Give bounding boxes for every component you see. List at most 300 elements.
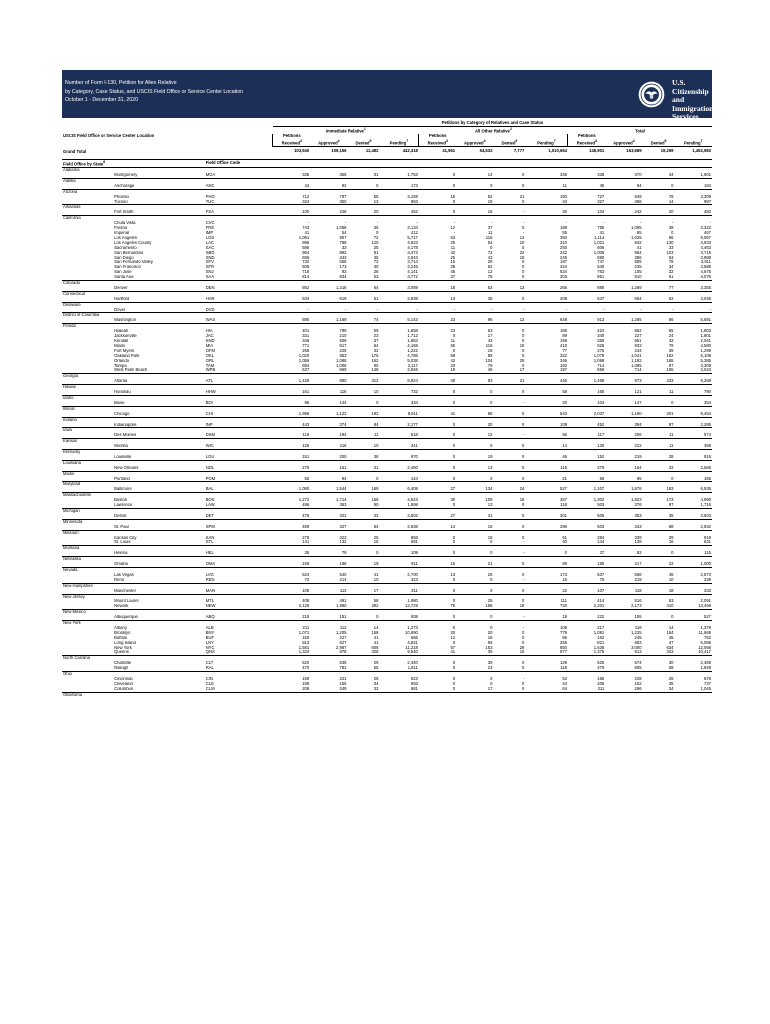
office-value: 0 [522,339,525,344]
office-value: 3,309 [700,194,711,199]
office-value: 346 [559,358,567,363]
office-code: BNY [205,630,215,635]
office-code: RAL [205,666,214,671]
office-value: 878 [339,650,347,655]
office-name: Sacramento [114,245,137,250]
office-value: 26 [487,572,493,577]
office-value: 534 [302,296,310,301]
blank-header [62,118,273,126]
office-code: HAR [205,296,215,301]
office-value: 3,888 [700,255,711,260]
office-value: 222 [634,444,642,449]
office-value: 144 [597,540,605,545]
office-value: 799 [339,329,347,334]
office-value: 525 [597,661,605,666]
office-value: 29 [668,535,674,540]
office-name: Hartford [114,296,130,301]
column-header-label: Denied [501,140,516,146]
office-value: 208 [302,686,310,691]
office-value: 491 [339,599,347,604]
office-value: 0 [490,245,493,250]
office-value: 10 [373,444,379,449]
office-value: 20 [373,210,379,215]
office-value: 324 [302,199,310,204]
office-value: 0 [522,599,525,604]
office-value: 534 [559,270,567,275]
table-body [62,147,712,698]
field-office-header [62,159,205,167]
group-sup: 1 [363,126,366,131]
office-value: 16 [487,210,493,215]
office-value: 19 [373,562,379,567]
office-value: 128 [302,444,310,449]
office-code: LOU [205,454,215,459]
office-value: 363 [339,503,347,508]
group-sup: 2 [509,126,512,131]
office-value: 312 [371,379,379,384]
office-value: 343 [634,524,642,529]
office-value: 386 [634,255,642,260]
office-value: 117 [597,433,605,438]
office-value: 57 [450,645,456,650]
office-value: 0 [452,615,456,620]
office-value: 12 [519,318,525,323]
office-name: Honolulu [114,390,131,395]
office-value: 130 [666,240,674,245]
office-value: 343 [339,255,347,260]
state-name: Arkansas [62,205,712,210]
office-value: - [522,433,525,438]
office-code: MTL [205,599,215,604]
dhs-seal-icon [638,81,665,108]
office-name: Omaha [114,562,128,567]
empty-cell [605,159,642,167]
office-value: 1,056 [298,358,310,363]
office-value: 37 [450,275,456,280]
office-value: 0 [490,625,493,630]
office-value: 503 [597,503,605,508]
grand-total-value: 41,961 [442,147,456,153]
office-value: 23 [373,334,379,339]
office-value: 0 [490,588,493,593]
state-name: Massachusetts [62,493,712,498]
office-value: 97 [668,363,674,368]
office-name: Raleigh [114,666,129,671]
office-value: 862 [302,285,310,290]
office-value: 76 [487,275,493,280]
office-value: 496 [302,503,310,508]
office-value: 192 [559,363,567,368]
office-value: 849 [634,194,642,199]
office-value: 201 [666,411,674,416]
office-value: 41 [450,411,456,416]
office-value: 31 [487,513,493,518]
office-value: 12,729 [405,604,418,609]
office-value: 343 [666,650,674,655]
office-value: 65 [636,230,642,235]
office-value: 0 [564,551,567,556]
office-value: 4,168 [407,343,418,348]
office-code: SPM [205,524,215,529]
office-value: 22 [519,250,525,255]
office-name: Lawrence [114,503,133,508]
grand-total-value: 19,259 [660,147,674,153]
office-value: 0 [452,625,456,630]
office-value: 42 [450,250,456,255]
office-value: 327 [339,524,347,529]
office-value: - [672,307,674,312]
grand-total-value: 103,940 [294,147,310,153]
office-value: 18 [668,588,674,593]
office-value: 0 [671,476,674,481]
office-value: 1,192 [631,358,642,363]
office-value: 22 [668,562,674,567]
office-value: 245 [559,255,567,260]
office-value: 173 [559,572,567,577]
office-value: 19 [562,615,567,620]
office-value: 39 [487,661,493,666]
office-value: 520 [302,661,310,666]
office-value: 1,025 [631,235,642,240]
office-value: 222 [597,615,605,620]
office-code: OMA [205,562,216,567]
office-value: 108 [559,422,567,427]
office-name: Chula Vista [114,221,136,226]
office-value: 43 [487,255,493,260]
office-name: Boise [114,400,125,405]
office-value: 173 [410,183,418,188]
column-header-label: Received [576,140,596,146]
office-value: - [565,221,567,226]
office-value: 3,245 [407,265,418,270]
office-value: 118 [634,588,642,593]
office-value: 779 [559,630,567,635]
office-code: FRE [205,226,215,231]
office-value: 22 [562,588,567,593]
office-value: 56 [373,599,379,604]
office-code: SFR [205,265,215,270]
office-value: 3,911 [700,260,711,265]
office-name: Reno [114,577,125,582]
office-code: OKL [205,353,215,358]
office-value: 53 [668,255,674,260]
office-code: SFV [205,260,214,265]
office-code: TUC [205,199,215,204]
office-value: 148 [371,368,379,373]
office-value: 0 [522,476,525,481]
office-value: 93 [341,270,347,275]
office-code: ATL [205,379,214,384]
office-value: - [416,221,418,226]
office-value: 1,071 [298,630,310,635]
office-name: Helena [114,551,128,556]
office-value: 813 [302,640,310,645]
office-value: 43 [487,339,493,344]
office-name: Mount Laurel [114,599,139,604]
office-value: 0 [522,630,525,635]
office-value: 627 [339,640,347,645]
office-value: 694 [302,363,310,368]
grand-total-value: 442,318 [402,147,418,153]
state-name: Montana [62,546,712,551]
office-value: 341 [410,444,418,449]
column-header-label: Denied [650,140,665,146]
office-name: New Orleans [114,465,139,470]
office-name: Santa Ana [114,275,134,280]
office-value: 197 [559,368,567,373]
office-value: 11 [450,245,456,250]
office-value: 164 [666,630,674,635]
office-value: 1,901 [700,173,711,178]
office-name: West Palm Beach [114,368,148,373]
office-value: 130 [597,444,605,449]
office-value: 606 [371,645,379,650]
office-value: 26 [373,677,379,682]
office-value: 1,269 [631,285,642,290]
office-name: Anchorage [114,183,135,188]
column-header [675,139,713,147]
grand-total-value: 145,901 [589,147,605,153]
column-header-top: Petitions [568,134,605,139]
office-value: 42 [450,358,456,363]
office-value: 144 [339,400,347,405]
office-value: 0 [452,465,456,470]
office-value: 104 [597,210,605,215]
office-value: 266 [634,686,642,691]
office-value: 0 [671,400,674,405]
office-value: 1,468 [593,379,605,384]
office-value: 0 [452,588,456,593]
office-value: 478 [302,513,310,518]
office-name: Indianapolis [114,422,137,427]
office-value: 162 [371,358,379,363]
office-value: 516 [634,599,642,604]
office-value: 2,987 [336,645,347,650]
office-value: 158 [559,339,567,344]
office-value: 2,846 [407,368,418,373]
office-name: Atlanta [114,379,128,384]
column-header-sup: 4 [632,139,635,144]
office-value: 44 [562,681,567,686]
office-value: 39 [668,226,674,231]
office-value: 86 [668,235,674,240]
office-value: 165 [597,390,605,395]
column-header-label: Pending [537,140,554,146]
office-value: 1,299 [700,348,711,353]
office-value: 651 [634,339,642,344]
state-name: Alabama [62,168,712,173]
office-value: 13 [487,503,493,508]
office-value: 0 [522,275,525,280]
office-value: - [522,230,525,235]
office-value: 45 [668,635,674,640]
office-value: 284 [597,535,605,540]
office-value: 20 [668,210,674,215]
office-value: 56 [562,433,567,438]
office-value: 1,272 [298,498,310,503]
office-value: 3,089 [407,285,418,290]
office-value: 193 [666,487,674,492]
office-value: 206 [597,681,605,686]
office-value: 73 [373,260,379,265]
office-value: 62 [487,265,493,270]
state-name: Alaska [62,178,712,183]
office-value: 445 [559,379,567,384]
office-value: 9,454 [700,411,711,416]
report-title-line: by Category, Case Status, and USCIS Field Office or Service Center Location [65,88,243,95]
office-value: 61 [562,535,567,540]
office-value: 34 [668,686,674,691]
office-value: 392 [371,604,379,609]
office-value: - [565,307,567,312]
office-value: 32 [668,270,674,275]
office-value: 18 [450,285,456,290]
office-value: 2,285 [700,422,711,427]
office-value: 732 [410,390,418,395]
office-value: 1,716 [700,503,711,508]
office-value: 414 [597,599,605,604]
office-value: 0 [452,476,456,481]
office-value: 424 [597,329,605,334]
empty-cell [348,159,380,167]
office-code: DET [205,513,215,518]
office-value: 608 [339,339,347,344]
office-value: 26 [373,270,379,275]
office-code: LVG [205,572,214,577]
office-value: 2,636 [407,524,418,529]
office-value: 16 [487,535,493,540]
office-value: 0 [452,210,456,215]
office-value: 211 [597,686,605,691]
office-value: 323 [410,577,418,582]
office-value: 21 [519,379,525,384]
office-value: 0 [522,588,525,593]
office-value: 1,302 [593,498,605,503]
grand-total-value: 163,689 [626,147,642,153]
office-value: 118 [560,503,567,508]
office-value: 0 [376,183,379,188]
office-code: SAA [205,275,215,280]
office-value: 161 [302,390,310,395]
office-value: 408 [302,599,310,604]
office-value: 540 [597,265,605,270]
state-name: Connecticut [62,291,712,296]
group-header-immediate [273,126,419,134]
office-value: 1,225 [631,630,642,635]
office-value: 3,046 [700,296,711,301]
office-value: 0 [452,640,456,645]
office-value: 227 [339,635,347,640]
office-value: 173 [339,265,347,270]
office-name: Kansas City [114,535,137,540]
office-value: 116 [485,343,493,348]
office-value: 0 [522,503,525,508]
office-value: 3,643 [407,255,418,260]
office-value: 147 [634,400,642,405]
office-value: 344 [559,265,567,270]
report-title-line: Number of Form I-130, Petition for Alien Relative [65,80,177,86]
office-value: 0 [522,334,525,339]
office-value: 10 [373,390,379,395]
column-header-label: Received [427,140,446,146]
column-header [310,139,347,147]
office-name: Columbus [114,686,133,691]
office-value: 214 [339,577,347,582]
office-value: 0 [490,681,493,686]
office-value: 216 [339,444,347,449]
office-value: 115 [704,551,711,556]
office-value: 1,122 [336,411,347,416]
office-value: 37 [599,551,605,556]
office-value: 1,823 [631,498,642,503]
office-value: 0 [452,677,456,682]
office-value: 33 [373,513,379,518]
office-name: Fresno [114,226,128,231]
group-header-total [568,126,712,134]
office-value: 0 [452,348,456,353]
office-value: 116 [560,465,567,470]
office-value: 1,428 [298,379,310,384]
office-name: Boston [114,498,128,503]
office-value: 0 [522,260,525,265]
office-value: 712 [302,194,310,199]
office-value: 184 [704,183,711,188]
empty-cell [643,159,675,167]
office-code: BOI [205,400,213,405]
office-value: 33 [341,245,347,250]
office-value: 327 [597,199,605,204]
office-name: Miami [114,343,126,348]
office-value: 53 [373,275,379,280]
office-code: ABQ [205,615,215,620]
state-name: Delaware [62,302,712,307]
office-value: 669 [339,368,347,373]
office-value: 5,143 [407,318,418,323]
office-value: 619 [339,296,347,301]
office-value: 153 [485,645,493,650]
office-value: 221 [339,677,347,682]
office-value: 88 [487,353,493,358]
office-value: 401 [302,329,310,334]
office-code: WPB [205,368,216,373]
office-value: 0 [490,390,493,395]
office-value: 503 [597,524,605,529]
office-value: 19 [487,454,493,459]
office-value: 35 [487,296,493,301]
office-value: 47 [668,640,674,645]
office-value: 916 [704,454,711,459]
office-code: QNS [205,650,215,655]
office-value: 5,385 [700,358,711,363]
office-value: 2,037 [593,411,605,416]
office-value: 84 [373,422,379,427]
office-value: 26 [373,535,379,540]
office-value: 0 [376,476,379,481]
office-value: 340 [597,334,605,339]
office-value: 27 [450,487,456,492]
office-value: 24 [668,334,674,339]
empty-cell [493,159,525,167]
office-value: 370 [634,173,642,178]
office-value: 100 [302,210,310,215]
office-value: 55 [373,666,379,671]
office-value: 96 [487,318,493,323]
office-value: 0 [452,183,456,188]
office-value: 75 [450,604,456,609]
office-value: 14 [450,524,456,529]
office-value: 226 [339,210,347,215]
office-value: 693 [410,681,418,686]
